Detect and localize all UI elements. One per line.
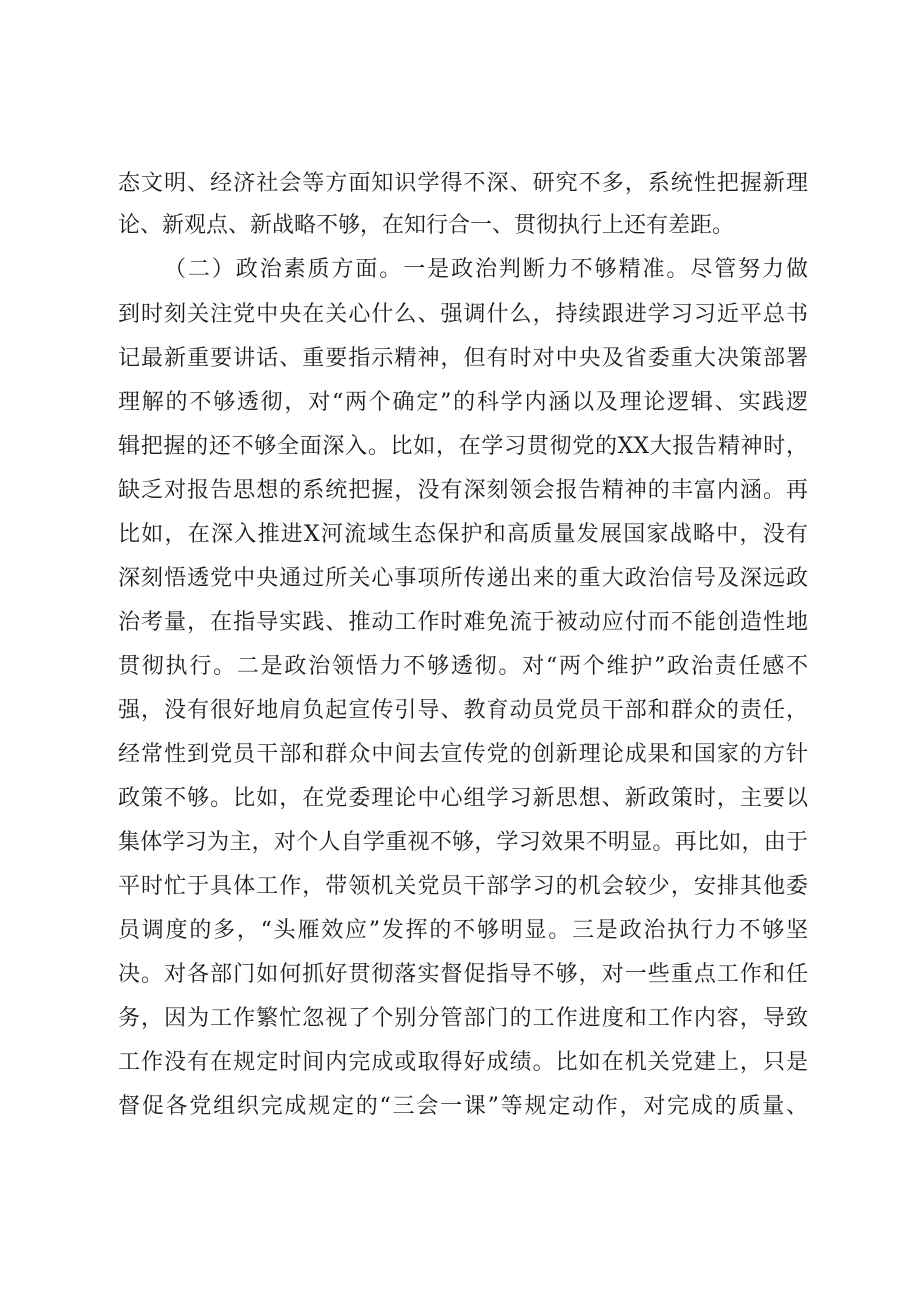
text-line-9: 比如，在深入推进X河流域生态保护和高质量发展国家战略中，没有	[118, 522, 808, 547]
text-line-7: 辑把握的还不够全面深入。比如，在学习贯彻党的XX大报告精神时，	[118, 434, 808, 459]
text-line-4: 到时刻关注党中央在关心什么、强调什么，持续跟进学习习近平总书	[118, 302, 808, 327]
text-line-12: 贯彻执行。二是政治领悟力不够透彻。对“两个维护”政治责任感不	[118, 654, 808, 679]
text-line-8: 缺乏对报告思想的系统把握，没有深刻领会报告精神的丰富内涵。再	[118, 478, 808, 503]
text-line-13: 强，没有很好地肩负起宣传引导、教育动员党员干部和群众的责任，	[118, 698, 808, 723]
text-line-3: （二）政治素质方面。一是政治判断力不够精准。尽管努力做	[164, 257, 808, 282]
text-line-19: 决。对各部门如何抓好贯彻落实督促指导不够，对一些重点工作和任	[118, 962, 808, 987]
text-line-22: 督促各党组织完成规定的“三会一课”等规定动作，对完成的质量、	[118, 1094, 808, 1119]
text-line-15: 政策不够。比如，在党委理论中心组学习新思想、新政策时，主要以	[118, 786, 808, 811]
text-line-11: 治考量，在指导实践、推动工作时难免流于被动应付而不能创造性地	[118, 610, 808, 635]
text-line-20: 务，因为工作繁忙忽视了个别分管部门的工作进度和工作内容，导致	[118, 1006, 808, 1031]
text-line-5: 记最新重要讲话、重要指示精神，但有时对中央及省委重大决策部署	[118, 346, 808, 371]
text-line-10: 深刻悟透党中央通过所关心事项所传递出来的重大政治信号及深远政	[118, 566, 808, 591]
text-line-6: 理解的不够透彻，对“两个确定”的科学内涵以及理论逻辑、实践逻	[118, 390, 808, 415]
text-line-14: 经常性到党员干部和群众中间去宣传党的创新理论成果和国家的方针	[118, 742, 808, 767]
text-line-2: 论、新观点、新战略不够，在知行合一、贯彻执行上还有差距。	[118, 213, 735, 238]
text-line-21: 工作没有在规定时间内完成或取得好成绩。比如在机关党建上，只是	[118, 1050, 808, 1075]
text-line-17: 平时忙于具体工作，带领机关党员干部学习的机会较少，安排其他委	[118, 874, 808, 899]
text-line-1: 态文明、经济社会等方面知识学得不深、研究不多，系统性把握新理	[118, 171, 808, 196]
text-line-18: 员调度的多，“头雁效应”发挥的不够明显。三是政治执行力不够坚	[118, 918, 808, 943]
text-line-16: 集体学习为主，对个人自学重视不够，学习效果不明显。再比如，由于	[118, 830, 808, 855]
